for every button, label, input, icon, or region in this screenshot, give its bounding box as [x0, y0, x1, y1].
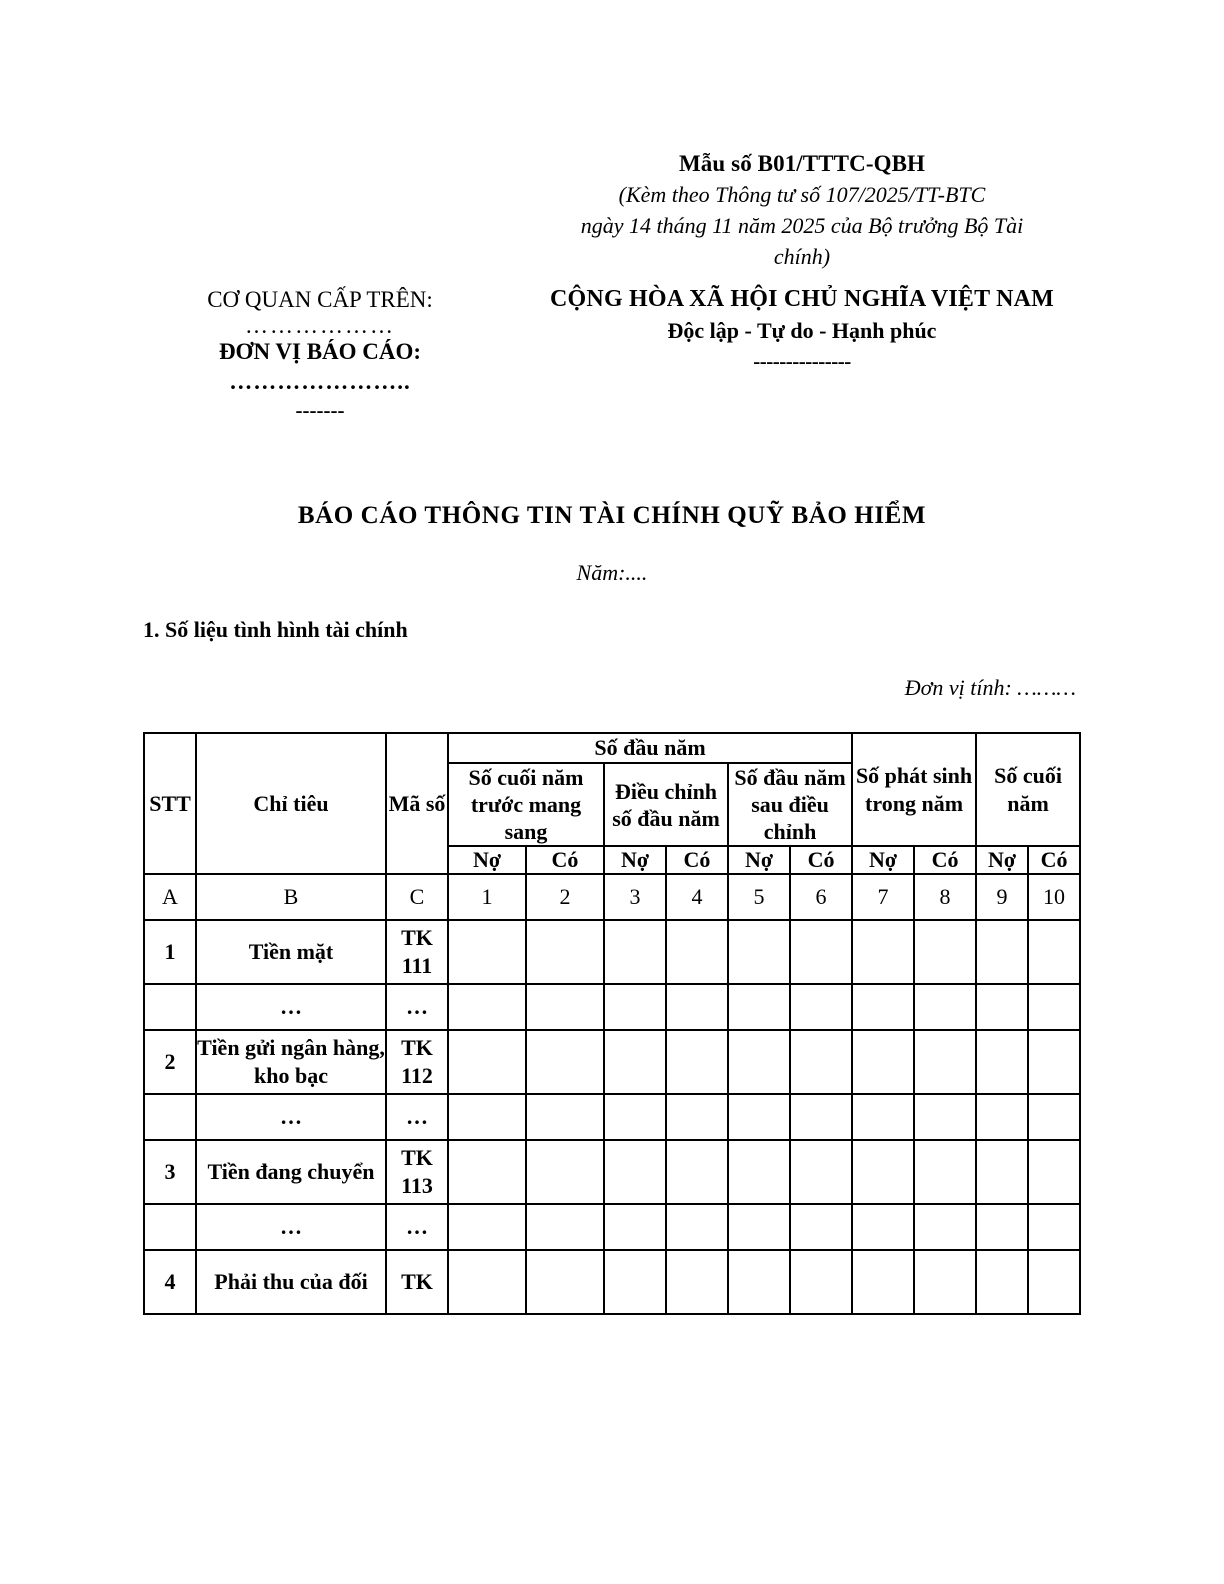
cell-ma-so: … — [386, 984, 448, 1030]
cell-value-4[interactable] — [666, 1030, 728, 1094]
header-co-10: Có — [1028, 846, 1080, 874]
table-ellipsis-row — [144, 984, 1080, 1030]
cell-value-5[interactable] — [728, 1250, 790, 1314]
report-year-label: Năm:.... — [576, 560, 648, 585]
cell-value-9[interactable] — [976, 1030, 1028, 1094]
national-divider: --------------- — [753, 349, 851, 373]
cell-value-10[interactable] — [1028, 1204, 1080, 1250]
cell-value-9[interactable] — [976, 1250, 1028, 1314]
page-title: BÁO CÁO THÔNG TIN TÀI CHÍNH QUỸ BẢO HIỂM — [297, 502, 927, 529]
header-stt: STT — [144, 733, 196, 874]
cell-value-4[interactable] — [666, 1094, 728, 1140]
cell-value-8[interactable] — [914, 1030, 976, 1094]
column-reference-row — [144, 874, 1080, 920]
header-co-4: Có — [666, 846, 728, 874]
column-reference-A: A — [144, 874, 196, 920]
cell-value-3[interactable] — [604, 984, 666, 1030]
cell-value-2[interactable] — [526, 984, 604, 1030]
cell-value-5[interactable] — [728, 984, 790, 1030]
cell-value-1[interactable] — [448, 1094, 526, 1140]
cell-ma-so: … — [386, 1204, 448, 1250]
header-ma-so: Mã số — [386, 733, 448, 874]
cell-value-10[interactable] — [1028, 984, 1080, 1030]
cell-value-7[interactable] — [852, 1204, 914, 1250]
cell-value-9[interactable] — [976, 1140, 1028, 1204]
cell-value-2[interactable] — [526, 1250, 604, 1314]
organisation-divider: ------- — [295, 398, 345, 422]
national-motto: Độc lập - Tự do - Hạnh phúc — [667, 318, 937, 343]
cell-value-4[interactable] — [666, 1204, 728, 1250]
cell-value-4[interactable] — [666, 984, 728, 1030]
cell-ma-so: TK — [386, 1250, 448, 1314]
cell-value-6[interactable] — [790, 984, 852, 1030]
header-group-so-cuoi-nam: Số cuối năm — [976, 733, 1080, 846]
cell-value-1[interactable] — [448, 920, 526, 984]
cell-value-1[interactable] — [448, 1140, 526, 1204]
reporting-unit-dots: ………………….. — [229, 369, 411, 394]
cell-stt — [144, 984, 196, 1030]
table-row — [144, 1030, 1080, 1094]
cell-value-10[interactable] — [1028, 1140, 1080, 1204]
cell-value-3[interactable] — [604, 1140, 666, 1204]
cell-stt: 2 — [144, 1030, 196, 1094]
column-reference-4: 4 — [666, 874, 728, 920]
header-chi-tieu: Chỉ tiêu — [196, 733, 386, 874]
reporting-unit-label: ĐƠN VỊ BÁO CÁO: — [218, 339, 422, 364]
cell-value-4[interactable] — [666, 1250, 728, 1314]
cell-value-2[interactable] — [526, 1094, 604, 1140]
header-no-9: Nợ — [976, 846, 1028, 874]
cell-value-9[interactable] — [976, 984, 1028, 1030]
form-reference-block — [512, 148, 1092, 272]
cell-value-7[interactable] — [852, 984, 914, 1030]
cell-value-1[interactable] — [448, 1204, 526, 1250]
cell-value-10[interactable] — [1028, 1250, 1080, 1314]
cell-chi-tieu: Tiền đang chuyển — [196, 1140, 386, 1204]
section-heading: 1. Số liệu tình hình tài chính — [143, 617, 408, 642]
cell-value-6[interactable] — [790, 1204, 852, 1250]
cell-value-6[interactable] — [790, 1250, 852, 1314]
cell-value-2[interactable] — [526, 920, 604, 984]
circular-line-1: (Kèm theo Thông tư số 107/2025/TT-BTC — [618, 182, 986, 207]
cell-value-3[interactable] — [604, 1030, 666, 1094]
form-code: Mẫu số B01/TTTC-QBH — [679, 151, 925, 176]
cell-value-3[interactable] — [604, 1250, 666, 1314]
cell-chi-tieu: Tiền gửi ngân hàng, kho bạc — [196, 1030, 386, 1094]
column-reference-2: 2 — [526, 874, 604, 920]
header-group-so-dau-nam: Số đầu năm — [448, 733, 852, 763]
cell-value-8[interactable] — [914, 984, 976, 1030]
header-sub-dieu-chinh-so-dau-nam: Điều chỉnh số đầu năm — [604, 763, 728, 846]
cell-value-5[interactable] — [728, 920, 790, 984]
unit-of-measure-note: Đơn vị tính: ……… — [904, 675, 1076, 700]
cell-value-5[interactable] — [728, 1094, 790, 1140]
cell-stt — [144, 1094, 196, 1140]
cell-value-5[interactable] — [728, 1204, 790, 1250]
cell-value-8[interactable] — [914, 920, 976, 984]
table-row — [144, 1250, 1080, 1314]
cell-ma-so: TK 112 — [386, 1030, 448, 1094]
table-ellipsis-row — [144, 1204, 1080, 1250]
table-row — [144, 1140, 1080, 1204]
column-reference-10: 10 — [1028, 874, 1080, 920]
cell-value-4[interactable] — [666, 920, 728, 984]
cell-value-10[interactable] — [1028, 920, 1080, 984]
cell-chi-tieu: Tiền mặt — [196, 920, 386, 984]
financial-data-table — [143, 732, 1081, 1315]
header-no-1: Nợ — [448, 846, 526, 874]
table-body — [144, 874, 1080, 1314]
cell-value-8[interactable] — [914, 1204, 976, 1250]
cell-value-3[interactable] — [604, 920, 666, 984]
header-no-5: Nợ — [728, 846, 790, 874]
header-co-2: Có — [526, 846, 604, 874]
cell-value-8[interactable] — [914, 1250, 976, 1314]
cell-value-5[interactable] — [728, 1140, 790, 1204]
column-reference-B: B — [196, 874, 386, 920]
circular-line-2: ngày 14 tháng 11 năm 2025 của Bộ trưởng Bộ Tài — [580, 213, 1024, 238]
cell-value-2[interactable] — [526, 1140, 604, 1204]
cell-value-10[interactable] — [1028, 1094, 1080, 1140]
column-reference-3: 3 — [604, 874, 666, 920]
cell-value-8[interactable] — [914, 1140, 976, 1204]
column-reference-5: 5 — [728, 874, 790, 920]
cell-value-7[interactable] — [852, 1094, 914, 1140]
cell-chi-tieu: … — [196, 1204, 386, 1250]
cell-chi-tieu: … — [196, 984, 386, 1030]
cell-value-7[interactable] — [852, 1030, 914, 1094]
organisation-block — [150, 285, 490, 423]
header-no-7: Nợ — [852, 846, 914, 874]
header-sub-so-cuoi-nam-truoc-mang-sang: Số cuối năm trước mang sang — [448, 763, 604, 846]
financial-table-wrapper — [143, 732, 1081, 1315]
cell-value-1[interactable] — [448, 984, 526, 1030]
circular-line-3: chính) — [773, 244, 831, 269]
table-header-row-1 — [144, 733, 1080, 763]
cell-value-1[interactable] — [448, 1250, 526, 1314]
cell-value-3[interactable] — [604, 1094, 666, 1140]
cell-ma-so: … — [386, 1094, 448, 1140]
header-sub-so-dau-nam-sau-dieu-chinh: Số đầu năm sau điều chỉnh — [728, 763, 852, 846]
column-reference-1: 1 — [448, 874, 526, 920]
header-no-3: Nợ — [604, 846, 666, 874]
cell-chi-tieu: … — [196, 1094, 386, 1140]
header-group-so-phat-sinh-trong-nam: Số phát sinh trong năm — [852, 733, 976, 846]
cell-value-5[interactable] — [728, 1030, 790, 1094]
cell-ma-so: TK 113 — [386, 1140, 448, 1204]
cell-value-7[interactable] — [852, 1140, 914, 1204]
column-reference-9: 9 — [976, 874, 1028, 920]
cell-value-10[interactable] — [1028, 1030, 1080, 1094]
cell-value-6[interactable] — [790, 1094, 852, 1140]
national-heading-block — [512, 283, 1092, 376]
cell-value-7[interactable] — [852, 1250, 914, 1314]
cell-value-4[interactable] — [666, 1140, 728, 1204]
cell-value-6[interactable] — [790, 1030, 852, 1094]
superior-agency-label: CƠ QUAN CẤP TRÊN: — [207, 287, 433, 312]
cell-value-1[interactable] — [448, 1030, 526, 1094]
table-row — [144, 920, 1080, 984]
table-ellipsis-row — [144, 1094, 1080, 1140]
cell-chi-tieu: Phải thu của đối — [196, 1250, 386, 1314]
cell-value-2[interactable] — [526, 1030, 604, 1094]
cell-stt: 3 — [144, 1140, 196, 1204]
column-reference-8: 8 — [914, 874, 976, 920]
cell-value-9[interactable] — [976, 1094, 1028, 1140]
cell-value-7[interactable] — [852, 920, 914, 984]
header-co-6: Có — [790, 846, 852, 874]
cell-value-6[interactable] — [790, 1140, 852, 1204]
column-reference-7: 7 — [852, 874, 914, 920]
column-reference-C: C — [386, 874, 448, 920]
cell-value-3[interactable] — [604, 1204, 666, 1250]
cell-value-8[interactable] — [914, 1094, 976, 1140]
superior-agency-dots: ……………… — [245, 313, 395, 338]
cell-ma-so: TK 111 — [386, 920, 448, 984]
country-name: CỘNG HÒA XÃ HỘI CHỦ NGHĨA VIỆT NAM — [550, 286, 1054, 312]
cell-value-9[interactable] — [976, 920, 1028, 984]
column-reference-6: 6 — [790, 874, 852, 920]
cell-value-9[interactable] — [976, 1204, 1028, 1250]
cell-value-6[interactable] — [790, 920, 852, 984]
cell-stt — [144, 1204, 196, 1250]
cell-value-2[interactable] — [526, 1204, 604, 1250]
cell-stt: 4 — [144, 1250, 196, 1314]
header-co-8: Có — [914, 846, 976, 874]
cell-stt: 1 — [144, 920, 196, 984]
